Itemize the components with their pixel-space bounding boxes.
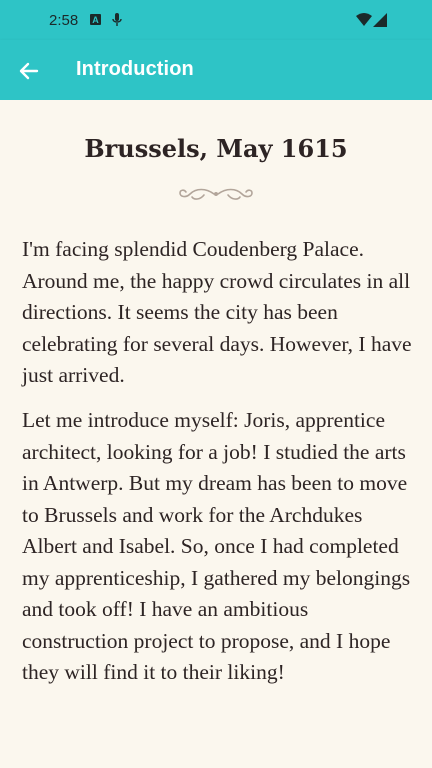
arrow-left-icon <box>19 61 39 81</box>
app-bar <box>0 40 432 100</box>
back-button[interactable] <box>14 56 44 86</box>
page-title: Introduction <box>76 58 194 80</box>
ornament-divider-icon <box>176 185 256 207</box>
story-paragraph: I'm facing splendid Coudenberg Palace. Around me, the happy crowd circulates in all directions. It seems the city has been celebrating for several days. However, I have just arrived. <box>22 237 412 387</box>
wifi-icon <box>356 13 372 32</box>
story-content <box>0 100 432 768</box>
status-time: 2:58 <box>49 12 79 29</box>
a-icon <box>90 14 101 25</box>
status-bar <box>0 0 432 40</box>
story-paragraph: Let me introduce myself: Joris, apprentice architect, looking for a job! I studied the arts in Antwerp. But my dream has been to move to Brussels and work for the Archdukes Albert and Isabel. So, once I had completed my apprenticeship, I gathered my belongings and took off! I have an ambitious construction project to propose, and I hope they will find it to their liking! <box>22 408 411 684</box>
microphone-icon <box>112 13 122 32</box>
svg-text:A: A <box>92 15 99 25</box>
story-heading: Brussels, May 1615 <box>84 134 348 163</box>
signal-icon <box>373 13 387 32</box>
